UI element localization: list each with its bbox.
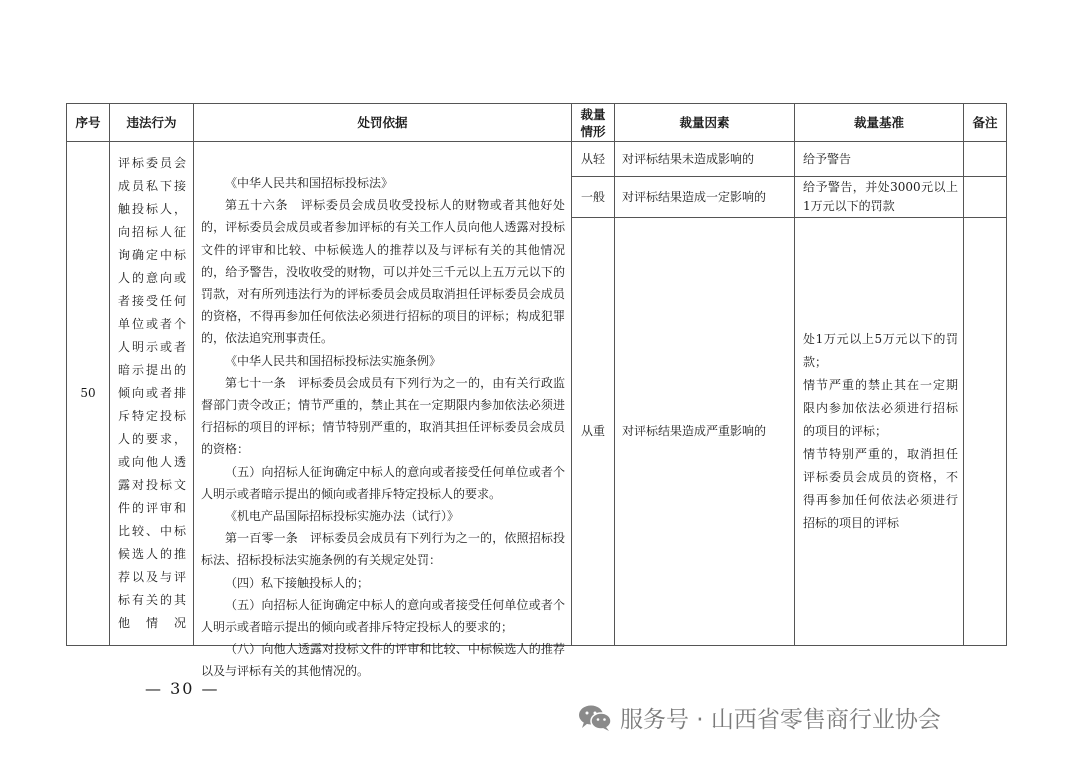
basis-article-101-item-8: （八）向他人透露对投标文件的评审和比较、中标候选人的推荐以及与评标有关的其他情况的。 [201,642,565,679]
header-note: 备注 [972,115,998,130]
basis-article-101-item-5: （五）向招标人征询确定中标人的意向或者接受任何单位或者个人明示或者暗示提出的倾向或者排斥特定投标人的要求的； [201,597,565,635]
circumstance-light: 从轻 [580,151,605,166]
basis-article-101: 第一百零一条 评标委员会成员有下列行为之一的，依照招标投标法、招标投标法实施条例的有关规定处罚： [201,531,565,568]
basis-article-101-item-4: （四）私下接触投标人的； [225,575,370,590]
watermark [578,701,941,734]
page-number: — 30 — [145,679,220,698]
row-seq [67,142,109,645]
standard-general: 给予警告，并处3000元以上1万元以下的罚款 [803,180,958,213]
watermark-text: 服务号 · 山西省零售商行业协会 [620,707,941,733]
circumstance-heavy: 从重 [580,424,605,438]
row-violation [118,142,186,645]
factor-general: 对评标结果造成一定影响的 [622,189,767,204]
header-basis: 处罚依据 [357,115,408,130]
header-factor: 裁量因素 [679,115,730,130]
header-violation: 违法行为 [126,115,177,130]
wechat-icon [578,704,612,732]
standard-heavy: 处1万元以上5万元以下的罚款； 情节严重的禁止其在一定期限内参加依法必须进行招标的项目的评标； 情节特别严重的，取消担任评标委员会成员的资格，不得再参加任何依法必须进行招标的项目的评标 [803,332,958,530]
header-standard: 裁量基准 [853,115,904,130]
basis-law-title-1: 《中华人民共和国招标投标法》 [225,176,394,190]
standard-heavy-wrap [803,218,958,645]
penalty-table [66,103,1007,679]
header-seq: 序号 [75,115,101,130]
factor-heavy: 对评标结果造成严重影响的 [622,424,767,438]
row-seq-value: 50 [80,386,96,400]
circumstance-general: 一般 [580,189,605,204]
basis-article-56: 第五十六条 评标委员会成员收受投标人的财物或者其他好处的，评标委员会成员或者参加评标的有关工作人员向他人透露对投标文件的评审和比较、中标候选人的推荐以及与评标有关的其他情况的，给予警告，没收收受的财物，可以并处三千元以上五万元以下的罚款，对有所列违法行为的评标委员会成员取消担任评标委员会成员的资格，不得再参加任何依法必须进行招标的项目的评标；构成犯罪的，依法追究刑事责任。 [201,198,565,346]
basis-article-71: 第七十一条 评标委员会成员有下列行为之一的，由有关行政监督部门责令改正；情节严重的，禁止其在一定期限内参加依法必须进行招标的项目的评标；情节特别严重的，取消其担任评标委员会成员的资格： [201,375,565,457]
factor-light: 对评标结果未造成影响的 [622,151,755,166]
row-violation-text: 评标委员会成员私下接触投标人，向招标人征询确定中标人的意向或者接受任何单位或者个人明示或者暗示提出的倾向或者排斥特定投标人的要求，或向他人透露对投标文件的评审和比较、中标候选人的推荐以及与评标有关的其他情况 [118,156,186,630]
row-basis [201,172,565,679]
basis-law-title-2: 《中华人民共和国招标投标法实施条例》 [225,353,442,368]
header-circumstance: 裁量 情形 [580,106,606,139]
basis-article-71-item-5: （五）向招标人征询确定中标人的意向或者接受任何单位或者个人明示或者暗示提出的倾向或者排斥特定投标人的要求。 [201,464,565,501]
standard-light: 给予警告 [803,151,852,166]
basis-law-title-3: 《机电产品国际招标投标实施办法（试行）》 [225,509,460,524]
